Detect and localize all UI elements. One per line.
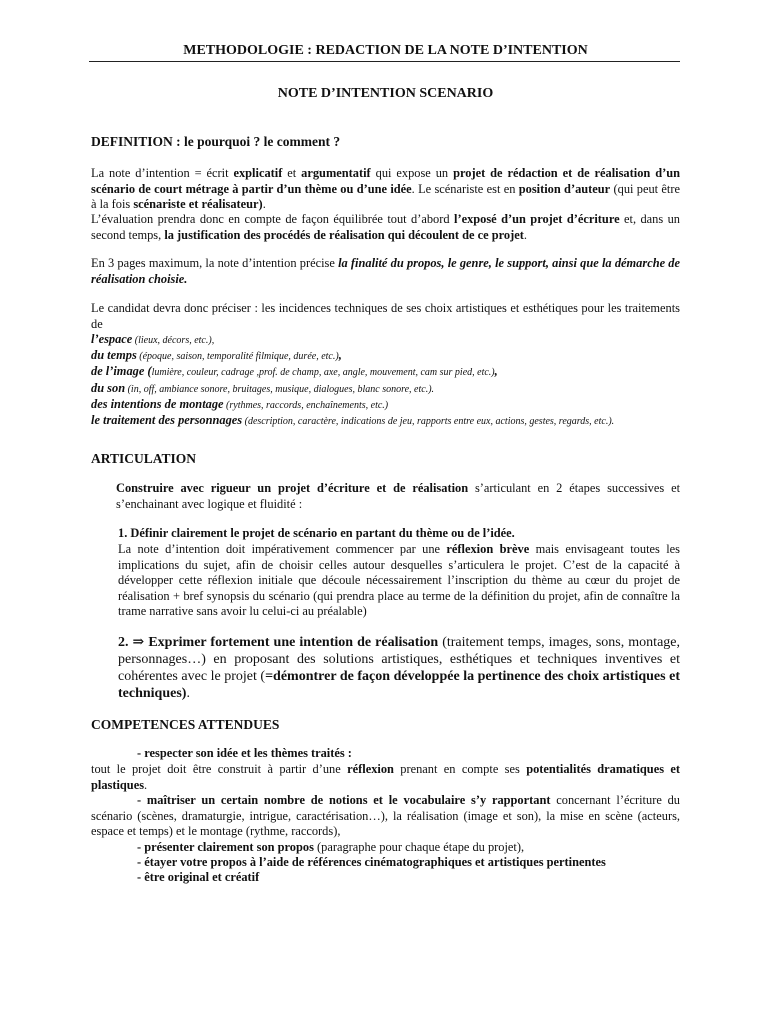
list-item: des intentions de montage (rythmes, raccords, enchaînements, etc.) (91, 396, 389, 411)
list-item: du temps (époque, saison, temporalité filmique, durée, etc.), (91, 348, 342, 363)
step-2-paragraph: 2. ⇒ Exprimer fortement une intention de réalisation (traitement temps, images, sons, montage, personnages…) en proposant des solutions artistiques, esthétiques et techniques inventives et cohérentes avec le projet (=démontrer de façon développée la pertinence des choix artistiques et techniques). (118, 635, 680, 701)
list-item: du son (in, off, ambiance sonore, bruitages, musique, dialogues, blanc sonore, etc.). (91, 380, 435, 395)
articulation-heading: ARTICULATION (91, 451, 197, 466)
definition-paragraph-2: L’évaluation prendra donc en compte de façon équilibrée tout d’abord l’exposé d’un projet d’écriture et, dans un second temps, la justification des procédés de réalisation qui découlent de ce projet. (91, 212, 680, 242)
arrow-right-icon: ⇒ (132, 635, 145, 650)
articulation-intro: Construire avec rigueur un projet d’écriture et de réalisation s’articulant en 2 étapes successives et s’enchainant avec logique et fluidité : (116, 481, 681, 511)
competence-2: - maîtriser un certain nombre de notions et le vocabulaire s’y rapportant concernant l’écriture du scénario (scènes, dramaturgie, intrigue, caractérisation…), la réalisation (image et son), la mise en scène (acteurs, espace et temps) et le montage (rythme, raccords), (91, 793, 681, 839)
list-item: de l’image (lumière, couleur, cadrage ,prof. de champ, axe, angle, mouvement, cam sur pied, etc.), (91, 364, 498, 379)
list-item: l’espace (lieux, décors, etc.), (91, 332, 215, 346)
competences-heading: COMPETENCES ATTENDUES (91, 717, 280, 732)
step-1-title: 1. Définir clairement le projet de scénario en partant du thème ou de l’idée. (118, 526, 515, 540)
document-subtitle: NOTE D’INTENTION SCENARIO (277, 86, 494, 101)
step-1-body: La note d’intention doit impérativement commencer par une réflexion brève mais envisageant toutes les implications du sujet, afin de choisir celles autour desquelles s’articulera le projet. C’est de la capacité à développer cette réflexion initiale que découle nécessairement l’inscription du thème au cœur du projet de réalisation + bref synopsis du scénario (qui prendra place au terme de la définition du projet, afin de connaître la trame narrative sans avoir lu celui-ci au préalable) (118, 542, 680, 619)
definition-paragraph-3: En 3 pages maximum, la note d’intention précise la finalité du propos, le genre, le support, ainsi que la démarche de réalisation choisie. (91, 256, 681, 286)
competence-4: - étayer votre propos à l’aide de références cinématographiques et artistiques pertinentes (137, 855, 606, 869)
list-item: le traitement des personnages (description, caractère, indications de jeu, rapports entre eux, actions, gestes, regards, etc.). (91, 413, 615, 428)
definition-heading: DEFINITION : le pourquoi ? le comment ? (91, 134, 341, 149)
treatment-list (91, 332, 680, 429)
definition-paragraph-1: La note d’intention = écrit explicatif et argumentatif qui expose un projet de rédaction et de réalisation d’un scénario de court métrage à partir d’un thème ou d’une idée. Le scénariste est en position d’auteur (qui peut être à la fois scénariste et réalisateur). (91, 166, 681, 212)
document-header: METHODOLOGIE : REDACTION DE LA NOTE D’INTENTION (183, 43, 588, 58)
competence-1-body: tout le projet doit être construit à partir d’une réflexion prenant en compte ses potentialités dramatiques et plastiques. (91, 762, 681, 792)
competence-1-title: - respecter son idée et les thèmes traités : (137, 746, 352, 760)
competence-3: - présenter clairement son propos (paragraphe pour chaque étape du projet), (137, 840, 525, 854)
header-rule (89, 61, 680, 62)
definition-paragraph-4: Le candidat devra donc préciser : les incidences techniques de ses choix artistiques et esthétiques pour les traitements de (91, 301, 680, 331)
competence-5: - être original et créatif (137, 870, 260, 884)
